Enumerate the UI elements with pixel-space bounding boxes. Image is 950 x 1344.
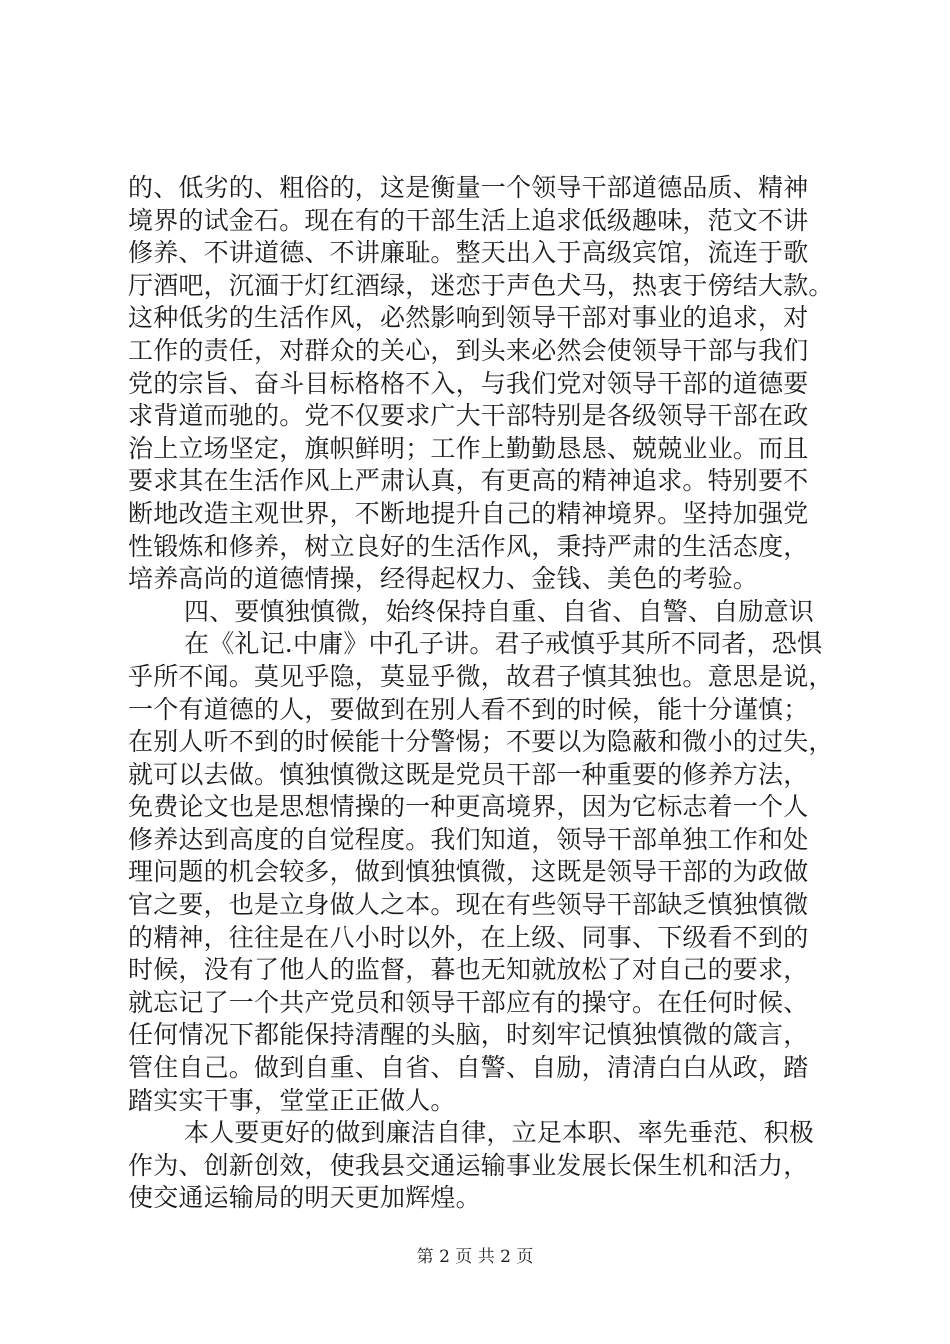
text-line: 时候，没有了他人的监督，暮也无知就放松了对自己的要求， [128,955,809,985]
text-line: 就忘记了一个共产党员和领导干部应有的操守。在任何时候、 [128,987,809,1017]
text-line: 断地改造主观世界，不断地提升自己的精神境界。坚持加强党 [128,498,809,528]
text-line: 在别人听不到的时候能十分警惕；不要以为隐蔽和微小的过失， [128,727,834,757]
page-number-label: 第 2 页 共 2 页 [416,1247,534,1267]
text-line: 踏实实干事，堂堂正正做人。 [128,1085,456,1115]
text-line: 培养高尚的道德情操，经得起权力、金钱、美色的考验。 [128,564,759,594]
text-line: 这种低劣的生活作风，必然影响到领导干部对事业的追求，对 [128,303,809,333]
text-line: 工作的责任，对群众的关心，到头来必然会使领导干部与我们 [128,335,809,365]
page-footer [0,1242,950,1267]
text-line: 作为、创新创效，使我县交通运输事业发展长保生机和活力， [128,1150,809,1180]
text-line: 修养达到高度的自觉程度。我们知道，领导干部单独工作和处 [128,824,809,854]
text-line: 四、要慎独慎微，始终保持自重、自省、自警、自励意识 [184,596,815,626]
text-line: 就可以去做。慎独慎微这既是党员干部一种重要的修养方法， [128,759,809,789]
text-line: 使交通运输局的明天更加辉煌。 [128,1183,481,1213]
document-body [128,172,856,1215]
text-line: 境界的试金石。现在有的干部生活上追求低级趣味，范文不讲 [128,205,809,235]
text-line: 管住自己。做到自重、自省、自警、自励，清清白白从政，踏 [128,1053,809,1083]
text-line: 免费论文也是思想情操的一种更高境界，因为它标志着一个人 [128,792,809,822]
text-line: 治上立场坚定，旗帜鲜明；工作上勤勤恳恳、兢兢业业。而且 [128,433,809,463]
text-line: 本人要更好的做到廉洁自律，立足本职、率先垂范、积极 [184,1118,815,1148]
text-line: 要求其在生活作风上严肃认真，有更高的精神追求。特别要不 [128,466,809,496]
text-line: 的、低劣的、粗俗的，这是衡量一个领导干部道德品质、精神 [128,173,809,202]
text-line: 乎所不闻。莫见乎隐，莫显乎微，故君子慎其独也。意思是说， [128,661,834,691]
text-line: 修养、不讲道德、不讲廉耻。整天出入于高级宾馆，流连于歌 [128,238,809,268]
text-line: 官之要，也是立身做人之本。现在有些领导干部缺乏慎独慎微 [128,890,809,920]
text-line: 党的宗旨、奋斗目标格格不入，与我们党对领导干部的道德要 [128,368,809,398]
text-line: 求背道而驰的。党不仅要求广大干部特别是各级领导干部在政 [128,401,809,431]
text-line: 一个有道德的人，要做到在别人看不到的时候，能十分谨慎； [128,694,809,724]
text-line: 理问题的机会较多，做到慎独慎微，这既是领导干部的为政做 [128,857,809,887]
text-line: 性锻炼和修养，树立良好的生活作风，秉持严肃的生活态度， [128,531,809,561]
text-line: 任何情况下都能保持清醒的头脑，时刻牢记慎独慎微的箴言， [128,1020,809,1050]
text-line: 在《礼记.中庸》中孔子讲。君子戒慎乎其所不同者，恐惧 [184,629,823,659]
text-line: 厅酒吧，沉湎于灯红酒绿，迷恋于声色犬马，热衷于傍结大款。 [128,270,834,300]
text-line: 的精神，往往是在八小时以外，在上级、同事、下级看不到的 [128,922,809,952]
